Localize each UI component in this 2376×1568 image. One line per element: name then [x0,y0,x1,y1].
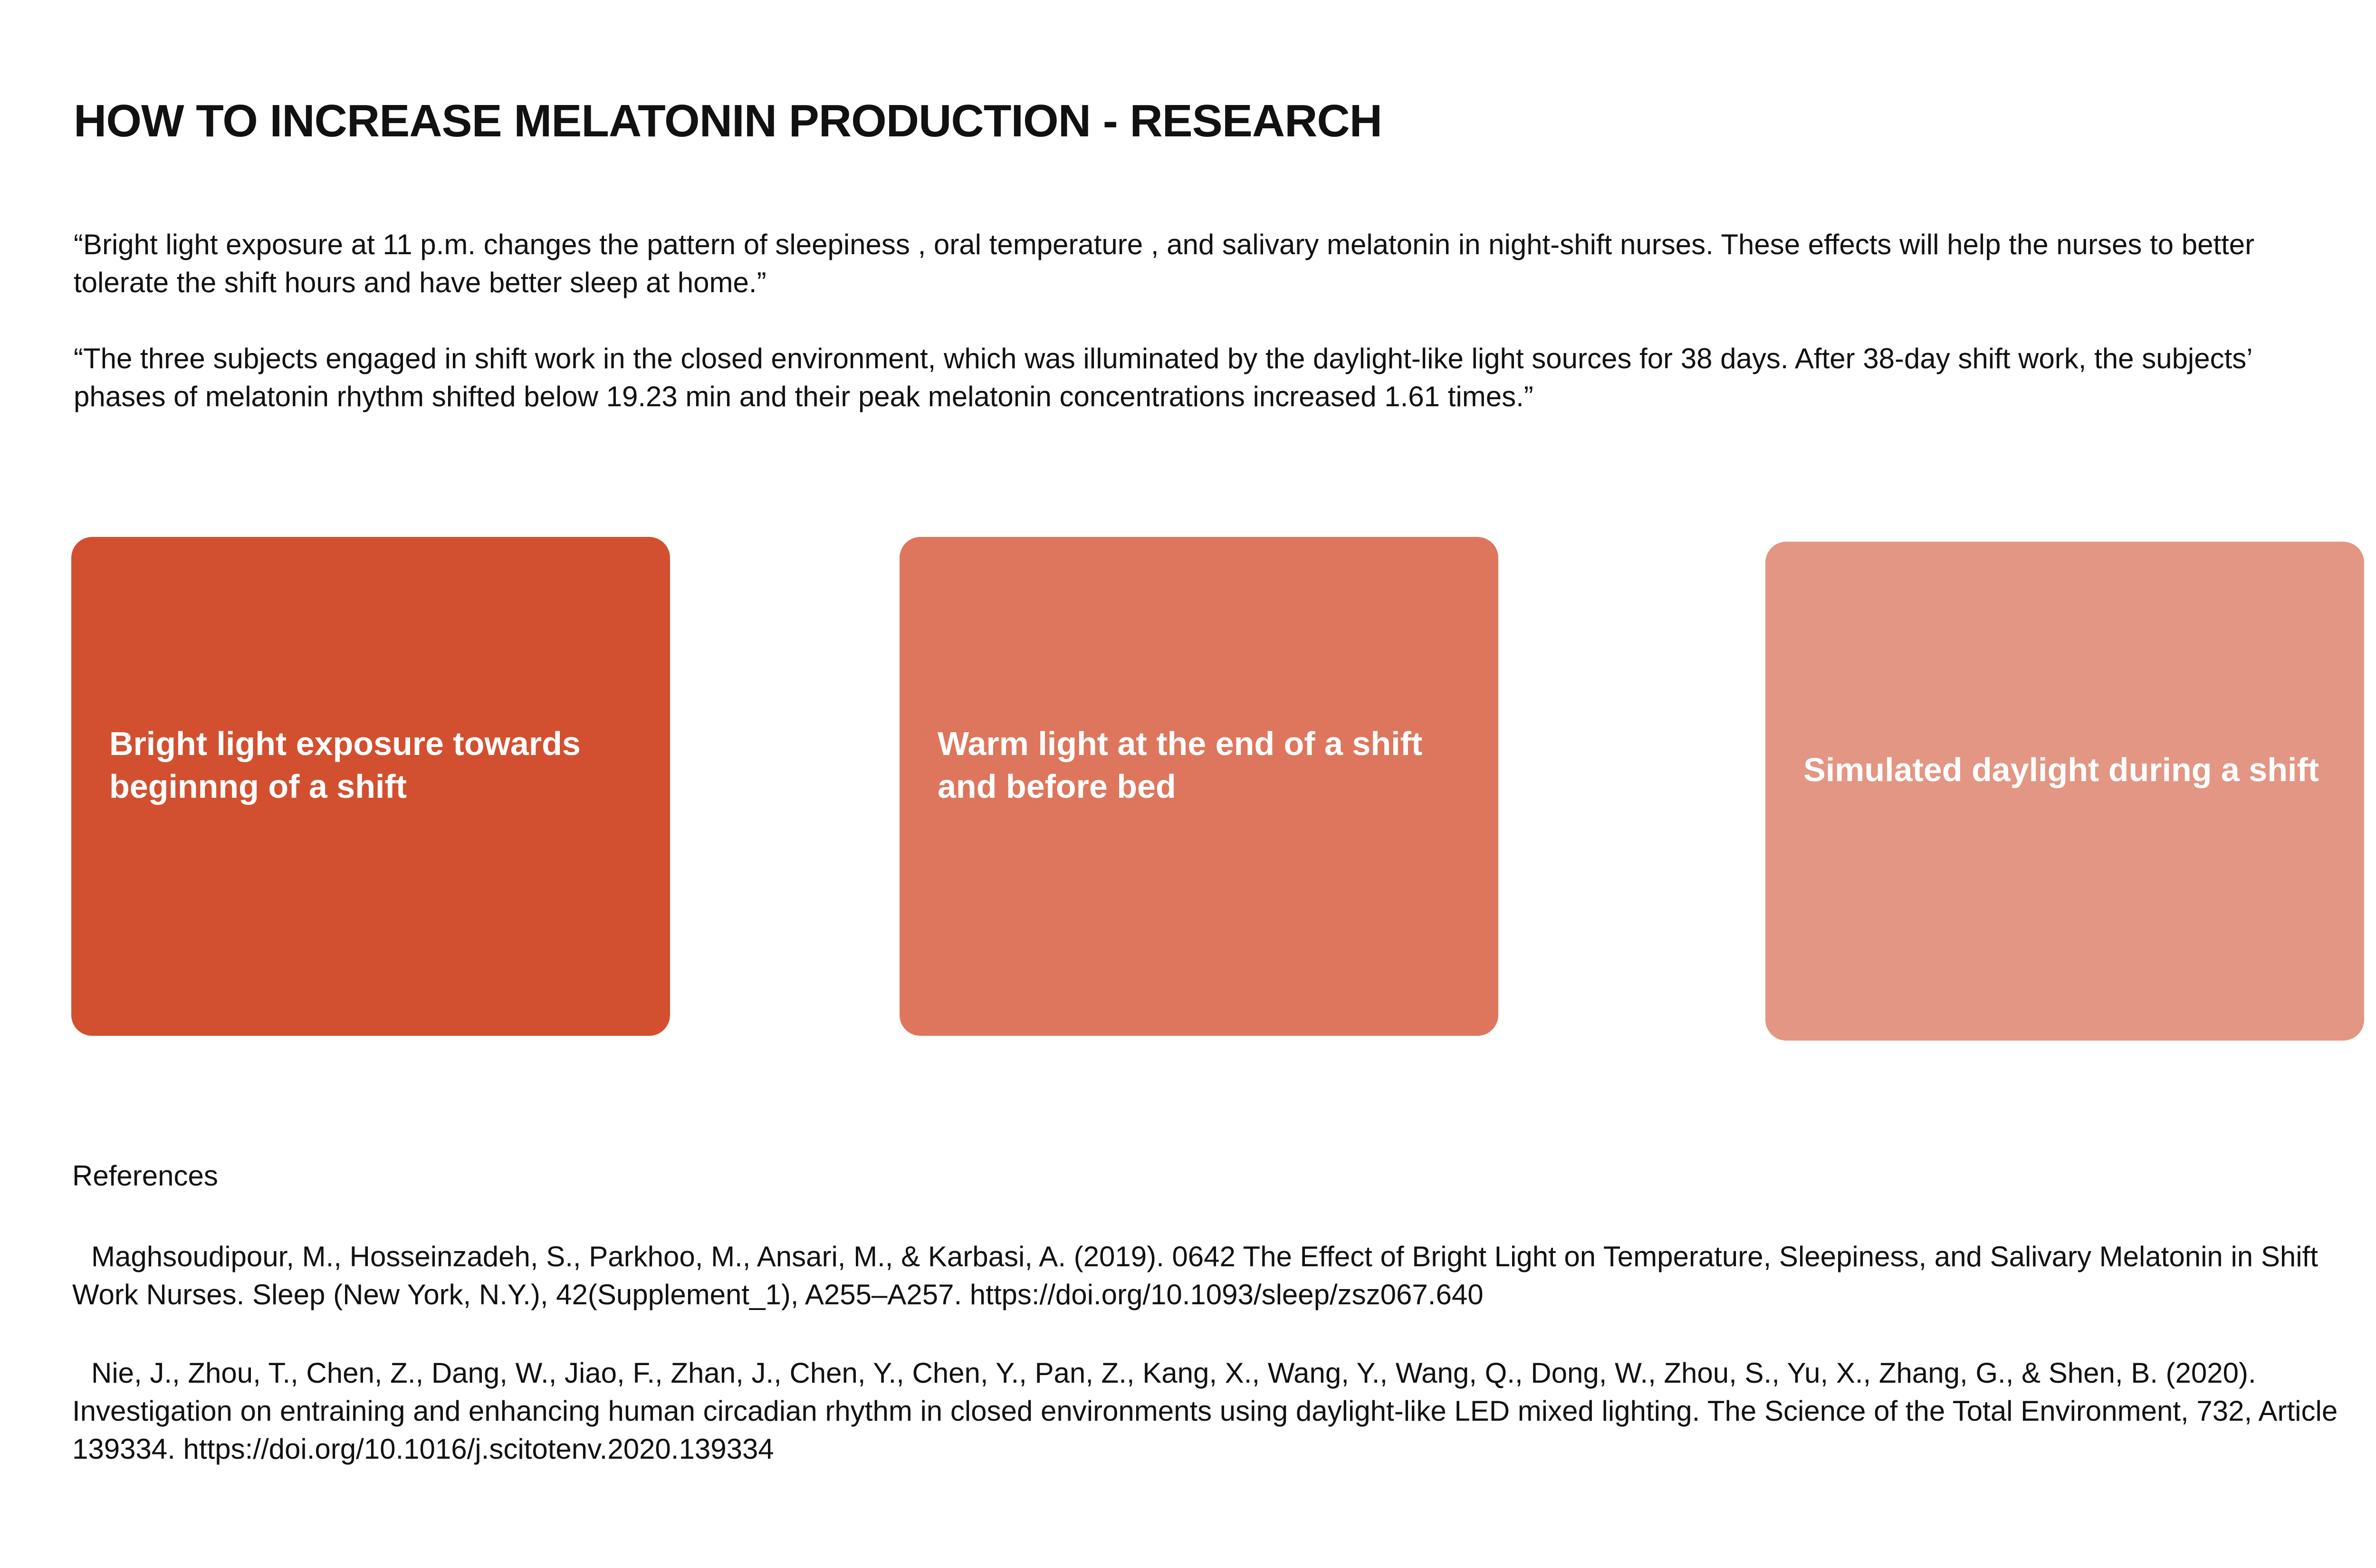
research-quote-bright-light: “Bright light exposure at 11 p.m. changes the pattern of sleepiness , oral temperature , and salivary melatonin in night-shift nurses. These effects will help the nurses to better tolerate the shift hours and have better sleep at home.” [74,229,2255,298]
research-quote-daylight: “The three subjects engaged in shift work in the closed environment, which was illuminated by the daylight-like light sources for 38 days. After 38-day shift work, the subjects’ phases of melatonin rhythm shifted below 19.23 min and their peak melatonin concentrations increased 1.61 times.” [74,343,2252,412]
card-simulated-daylight [1765,542,2364,1041]
reference-item: Nie, J., Zhou, T., Chen, Z., Dang, W., Jiao, F., Zhan, J., Chen, Y., Chen, Y., Pan, Z., Kang, X., Wang, Y., Wang, Q., Dong, W., Zhou, S., Yu, X., Zhang, G., & Shen, B. (2020). Investigation on entraining and enhancing human circadian rhythm in closed environments using daylight-like LED mixed lighting. The Science of the Total Environment, 732, Article 139334. https://doi.org/10.1016/j.scitotenv.2020.139334 [72,1357,2338,1465]
card-warm-light [900,537,1498,1036]
page-title: HOW TO INCREASE MELATONIN PRODUCTION - RESEARCH [74,96,1382,146]
reference-item: Maghsoudipour, M., Hosseinzadeh, S., Parkhoo, M., Ansari, M., & Karbasi, A. (2019). 0642 The Effect of Bright Light on Temperature, Sleepiness, and Salivary Melatonin in Shift Work Nurses. Sleep (New York, N.Y.), 42(Supplement_1), A255–A257. https://doi.org/10.1093/sleep/zsz067.640 [72,1241,2318,1310]
card-bright-light [71,537,670,1036]
card-label: Warm light at the end of a shift and before bed [938,725,1423,805]
card-label: Bright light exposure towards beginnng of a shift [109,725,581,805]
references-heading: References [72,1160,218,1192]
card-label: Simulated daylight during a shift [1803,751,2319,788]
